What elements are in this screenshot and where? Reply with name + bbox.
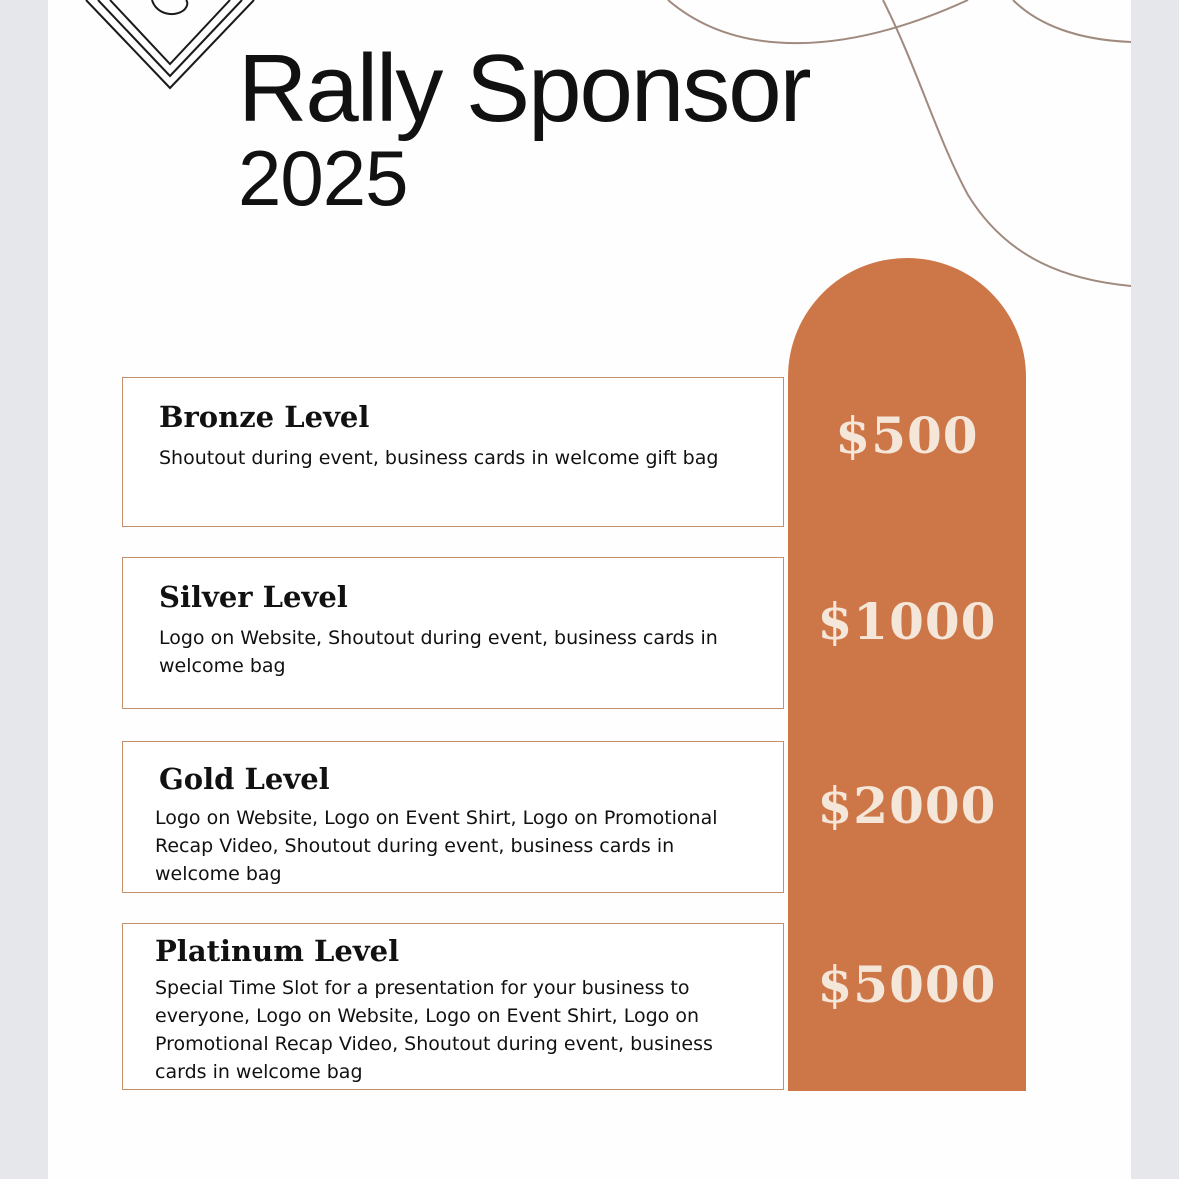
diamond-logo-icon bbox=[86, 0, 254, 88]
price-silver: $1000 bbox=[817, 592, 997, 651]
tier-description-bronze: Shoutout during event, business cards in welcome gift bag bbox=[159, 447, 719, 469]
tier-description-gold: Logo on Website, Logo on Event Shirt, Logo on Promotional Recap Video, Shoutout during event, business cards in welcome bag bbox=[155, 807, 718, 885]
tier-name-bronze: Bronze Level bbox=[159, 400, 370, 434]
tier-card-bronze bbox=[122, 377, 784, 527]
tier-card-gold bbox=[122, 741, 784, 893]
price-gold: $2000 bbox=[817, 776, 997, 835]
tier-description-platinum: Special Time Slot for a presentation for your business to everyone, Logo on Website, Logo on Event Shirt, Logo on Promotional Recap Video, Shoutout during event, business cards in welcome bag bbox=[155, 977, 713, 1083]
tier-name-gold: Gold Level bbox=[159, 762, 330, 796]
flyer-page bbox=[48, 0, 1131, 1179]
tier-name-platinum: Platinum Level bbox=[155, 934, 400, 968]
tier-name-silver: Silver Level bbox=[159, 580, 348, 614]
tier-card-platinum bbox=[122, 923, 784, 1090]
price-platinum: $5000 bbox=[817, 955, 997, 1014]
price-bronze: $500 bbox=[835, 406, 979, 465]
title-line-1: Rally Sponsor bbox=[238, 35, 810, 142]
tier-card-silver bbox=[122, 557, 784, 709]
title-line-2: 2025 bbox=[238, 134, 408, 222]
tier-description-silver: Logo on Website, Shoutout during event, business cards in welcome bag bbox=[159, 627, 718, 677]
page-title bbox=[238, 35, 810, 222]
